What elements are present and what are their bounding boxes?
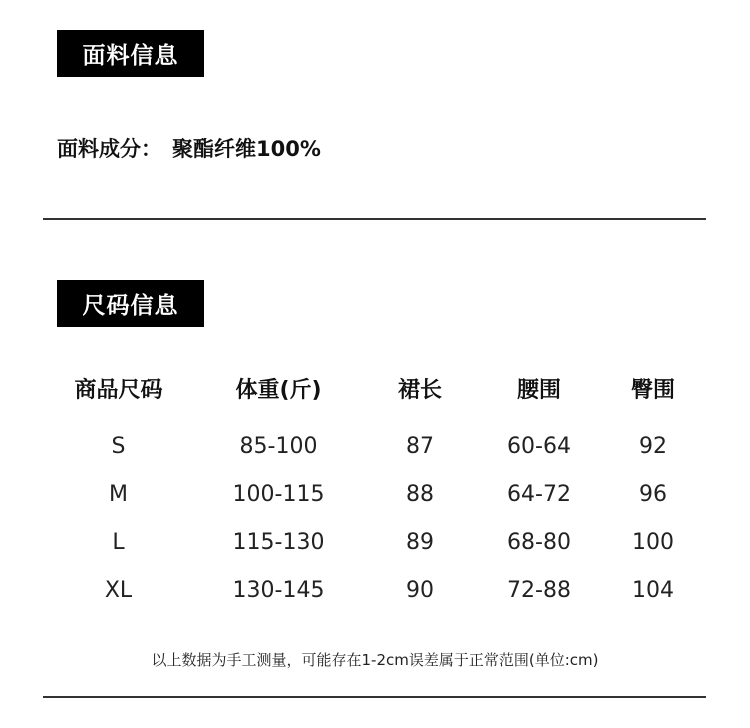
measurement-note: 以上数据为手工测量，可能存在1-2cm误差属于正常范围(单位:cm) xyxy=(151,651,599,669)
header-waist: 腰围 xyxy=(516,377,561,403)
fabric-composition-label: 面料成分： xyxy=(57,137,162,161)
header-skirt-length: 裙长 xyxy=(397,377,442,403)
cell-waist: 72-88 xyxy=(507,577,571,603)
cell-weight: 130-145 xyxy=(232,577,325,603)
cell-weight: 115-130 xyxy=(232,529,325,555)
size-info-heading: 尺码信息 xyxy=(57,280,204,327)
table-row xyxy=(60,566,710,614)
size-table xyxy=(60,365,710,614)
cell-hip: 100 xyxy=(632,529,674,555)
section-divider xyxy=(43,218,706,220)
table-row xyxy=(60,422,710,470)
section-divider xyxy=(43,696,706,698)
cell-size: XL xyxy=(104,577,133,603)
fabric-composition xyxy=(57,133,321,163)
cell-skirt-length: 87 xyxy=(406,433,434,459)
table-header-row xyxy=(60,365,710,411)
cell-waist: 60-64 xyxy=(507,433,571,459)
cell-skirt-length: 89 xyxy=(406,529,434,555)
cell-weight: 100-115 xyxy=(232,481,325,507)
table-row xyxy=(60,470,710,518)
cell-size: L xyxy=(112,529,125,555)
cell-waist: 68-80 xyxy=(507,529,571,555)
cell-size: S xyxy=(111,433,126,459)
header-size: 商品尺码 xyxy=(74,377,163,403)
fabric-info-heading: 面料信息 xyxy=(57,30,204,77)
cell-size: M xyxy=(109,481,128,507)
header-hip: 臀围 xyxy=(630,377,675,403)
cell-hip: 96 xyxy=(639,481,667,507)
cell-skirt-length: 90 xyxy=(406,577,434,603)
cell-weight: 85-100 xyxy=(239,433,318,459)
cell-skirt-length: 88 xyxy=(406,481,434,507)
cell-hip: 104 xyxy=(632,577,674,603)
cell-waist: 64-72 xyxy=(507,481,571,507)
cell-hip: 92 xyxy=(639,433,667,459)
table-row xyxy=(60,518,710,566)
fabric-composition-value: 聚酯纤维100% xyxy=(172,137,321,161)
header-weight: 体重(斤) xyxy=(235,377,322,403)
